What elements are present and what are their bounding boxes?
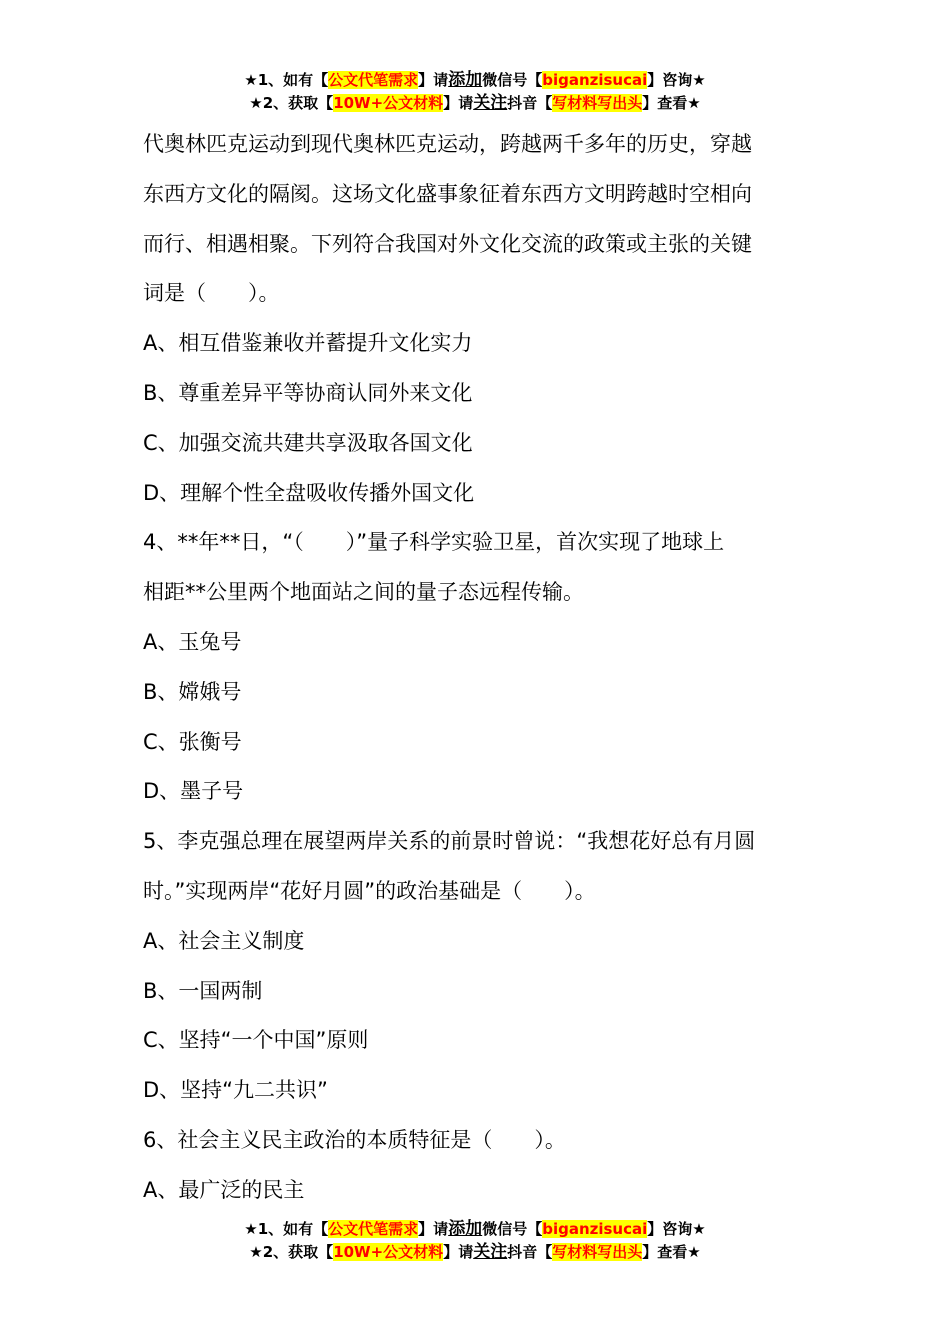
header-banner: [0, 69, 950, 115]
banner-underline: 关注: [473, 93, 508, 113]
douyin-name-highlight: 写材料写出头: [552, 1243, 643, 1261]
question-line: 6、社会主义民主政治的本质特征是（ ）。: [143, 1127, 566, 1152]
option-line: A、社会主义制度: [143, 928, 305, 953]
banner-text: 】请: [443, 1243, 474, 1261]
option-line: A、相互借鉴兼收并蓄提升文化实力: [143, 331, 473, 356]
banner-highlight: 10W+公文材料: [333, 1243, 444, 1261]
option-line: D、墨子号: [143, 779, 244, 804]
banner-text: 】咨询★: [647, 71, 706, 89]
banner-line-1: [0, 69, 950, 92]
footer-banner: [0, 1218, 950, 1264]
banner-text: 抖音【: [507, 1243, 553, 1261]
question-line: 5、李克强总理在展望两岸关系的前景时曾说：“我想花好总有月圆: [143, 829, 756, 854]
banner-text: 微信号【: [482, 71, 543, 89]
banner-line-1: [0, 1218, 950, 1241]
banner-line-2: [0, 1241, 950, 1264]
text-line: 而行、相遇相聚。下列符合我国对外文化交流的政策或主张的关键: [143, 231, 752, 256]
wechat-id-highlight: biganzisucai: [542, 71, 648, 89]
banner-line-2: [0, 92, 950, 115]
banner-highlight: 公文代笔需求: [328, 71, 419, 89]
text-line: 代奥林匹克运动到现代奥林匹克运动，跨越两千多年的历史，穿越: [143, 132, 752, 156]
banner-highlight: 公文代笔需求: [328, 1220, 419, 1238]
option-line: B、尊重差异平等协商认同外来文化: [143, 380, 473, 405]
banner-text: ★1、如有【: [244, 71, 329, 89]
option-line: B、嫦娥号: [143, 679, 242, 704]
option-line: A、最广泛的民主: [143, 1177, 305, 1202]
banner-text: 】请: [443, 94, 474, 112]
banner-text: ★2、获取【: [249, 94, 334, 112]
banner-text: ★1、如有【: [244, 1220, 329, 1238]
option-line: B、一国两制: [143, 978, 263, 1003]
banner-text: 微信号【: [482, 1220, 543, 1238]
question-line: 相距**公里两个地面站之间的量子态远程传输。: [143, 580, 584, 605]
banner-underline: 添加: [448, 1219, 483, 1239]
option-line: C、加强交流共建共享汲取各国文化: [143, 430, 473, 455]
douyin-name-highlight: 写材料写出头: [552, 94, 643, 112]
option-line: C、坚持“一个中国”原则: [143, 1028, 369, 1053]
wechat-id-highlight: biganzisucai: [542, 1220, 648, 1238]
text-line: 东西方文化的隔阂。这场文化盛事象征着东西方文明跨越时空相向: [143, 181, 752, 206]
document-body: [143, 120, 813, 1216]
banner-text: 】请: [418, 1220, 449, 1238]
text-line: 词是（ ）。: [143, 281, 280, 306]
option-line: D、坚持“九二共识”: [143, 1078, 328, 1103]
banner-highlight: 10W+公文材料: [333, 94, 444, 112]
banner-text: 】咨询★: [647, 1220, 706, 1238]
option-line: D、理解个性全盘吸收传播外国文化: [143, 480, 475, 505]
question-line: 时。”实现两岸“花好月圆”的政治基础是（ ）。: [143, 878, 596, 903]
option-line: A、玉兔号: [143, 629, 242, 654]
banner-text: 抖音【: [507, 94, 553, 112]
banner-text: 】请: [418, 71, 449, 89]
banner-text: 】查看★: [642, 94, 701, 112]
option-line: C、张衡号: [143, 729, 242, 754]
banner-text: 】查看★: [642, 1243, 701, 1261]
banner-underline: 添加: [448, 70, 483, 90]
question-line: 4、**年**日，“（ ）”量子科学实验卫星，首次实现了地球上: [143, 530, 725, 555]
banner-text: ★2、获取【: [249, 1243, 334, 1261]
banner-underline: 关注: [473, 1242, 508, 1262]
